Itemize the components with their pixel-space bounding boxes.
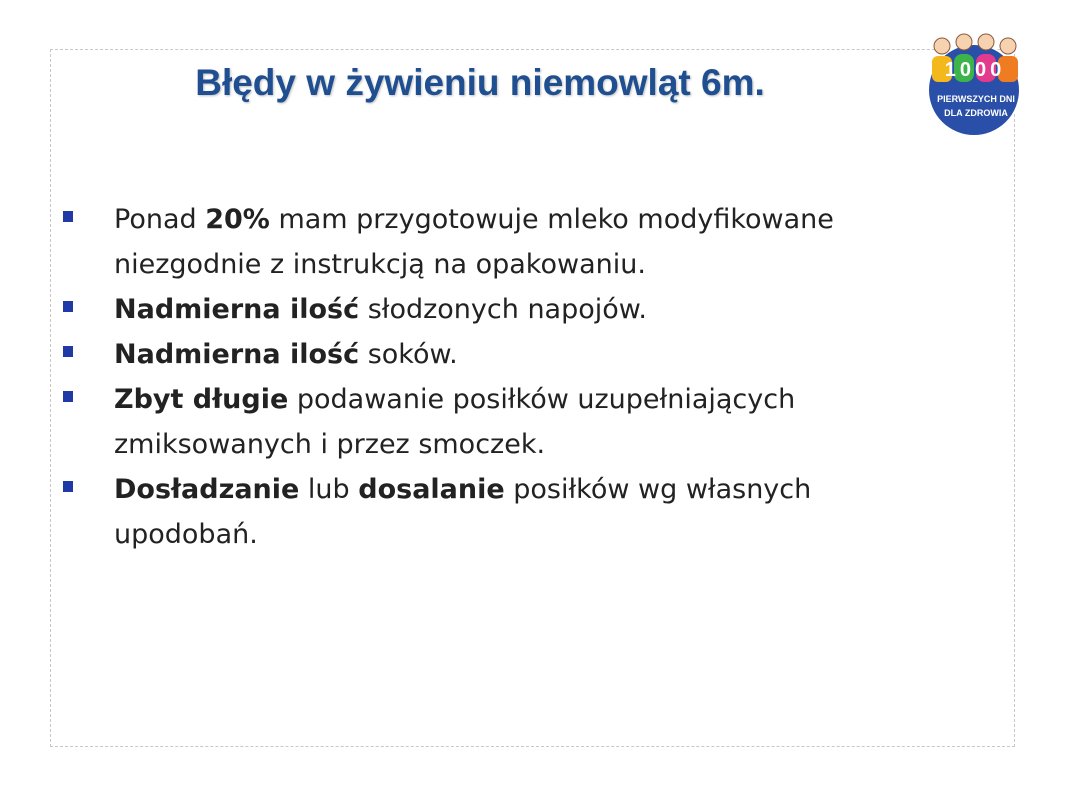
bullet-continuation: upodobań. bbox=[114, 519, 258, 550]
bullet-item bbox=[60, 332, 940, 377]
bullet-continuation: niezgodnie z instrukcją na opakowaniu. bbox=[114, 249, 646, 280]
bullet-emphasis: Nadmierna ilość bbox=[114, 294, 360, 325]
bullet-list bbox=[60, 197, 940, 557]
bullet-text: podawanie posiłków uzupełniających bbox=[288, 384, 796, 415]
bullet-text: soków. bbox=[359, 339, 458, 370]
logo-text-line2: DLA ZDROWIA bbox=[944, 108, 1008, 118]
bullet-square-icon bbox=[63, 301, 73, 312]
bullet-square-icon bbox=[63, 211, 73, 222]
bullet-item bbox=[60, 197, 940, 287]
logo-text-line1: PIERWSZYCH DNI bbox=[937, 94, 1015, 104]
bullet-item bbox=[60, 467, 940, 557]
slide-title: Błędy w żywieniu niemowląt 6m. bbox=[195, 62, 765, 103]
bullet-text: słodzonych napojów. bbox=[359, 294, 647, 325]
1000-dni-logo bbox=[920, 30, 1032, 142]
bullet-text: Ponad bbox=[114, 204, 206, 235]
bullet-item bbox=[60, 287, 940, 332]
bullet-emphasis: Zbyt długie bbox=[114, 384, 289, 415]
logo-number: 1000 bbox=[944, 59, 1006, 81]
bullet-text: mam przygotowuje mleko modyfikowane bbox=[269, 204, 834, 235]
bullet-text: lub bbox=[299, 474, 359, 505]
bullet-emphasis: 20% bbox=[205, 204, 270, 235]
bullet-text: posiłków wg własnych bbox=[504, 474, 812, 505]
bullet-square-icon bbox=[63, 481, 73, 492]
bullet-square-icon bbox=[63, 391, 73, 402]
bullet-emphasis: Nadmierna ilość bbox=[114, 339, 360, 370]
bullet-emphasis: Dosładzanie bbox=[114, 474, 300, 505]
bullet-square-icon bbox=[63, 346, 73, 357]
bullet-continuation: zmiksowanych i przez smoczek. bbox=[114, 429, 546, 460]
bullet-item bbox=[60, 377, 940, 467]
bullet-emphasis: dosalanie bbox=[358, 474, 505, 505]
